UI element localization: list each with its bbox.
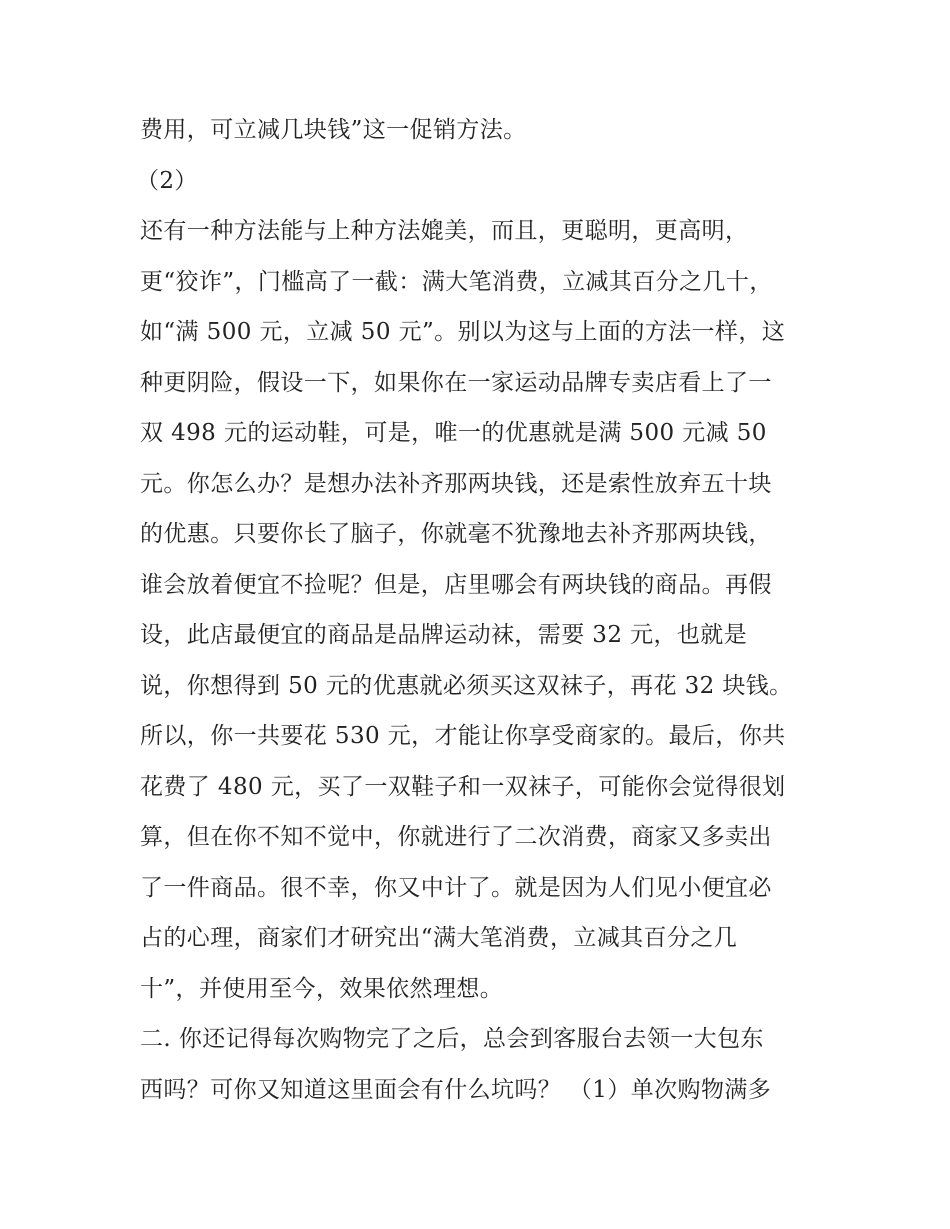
text-line: 所以，你一共要花 530 元，才能让你享受商家的。最后，你共 <box>140 723 786 749</box>
text-line: 算，但在你不知不觉中，你就进行了二次消费，商家又多卖出 <box>140 824 772 850</box>
text-line: 的优惠。只要你长了脑子，你就毫不犹豫地去补齐那两块钱， <box>140 521 772 547</box>
text-line: 说，你想得到 50 元的优惠就必须买这双袜子，再花 32 块钱。 <box>140 672 793 699</box>
text-line: 元。你怎么办？是想办法补齐那两块钱，还是索性放弃五十块 <box>140 470 772 497</box>
section-heading-line: 二. 你还记得每次购物完了之后，总会到客服台去领一大包东 <box>140 1026 764 1052</box>
text-line: 了一件商品。很不幸，你又中计了。就是因为人们见小便宜必 <box>140 874 772 901</box>
text-line: 西吗？可你又知道这里面会有什么坑吗？ （1）单次购物满多 <box>140 1076 772 1103</box>
section-marker: （2） <box>136 167 198 194</box>
text-line: 设，此店最便宜的商品是品牌运动袜，需要 32 元，也就是 <box>140 622 748 648</box>
text-line: 花费了 480 元，买了一双鞋子和一双袜子，可能你会觉得很划 <box>140 773 786 800</box>
text-line: 还有一种方法能与上种方法媲美，而且，更聪明，更高明， <box>140 218 749 244</box>
text-line: 十”，并使用至今，效果依然理想。 <box>140 975 504 1002</box>
document-body <box>136 105 830 1115</box>
text-line: 如“满 500 元，立减 50 元”。别以为这与上面的方法一样，这 <box>140 319 786 345</box>
text-line: 费用，可立减几块钱”这一促销方法。 <box>140 117 527 143</box>
text-line: 占的心理，商家们才研究出“满大笔消费，立减其百分之几 <box>140 925 738 951</box>
text-line: 更“狡诈”，门槛高了一截：满大笔消费，立减其百分之几十， <box>140 268 773 295</box>
text-line: 谁会放着便宜不捡呢？但是，店里哪会有两块钱的商品。再假 <box>140 571 772 598</box>
text-line: 双 498 元的运动鞋，可是，唯一的优惠就是满 500 元减 50 <box>140 420 767 446</box>
text-line: 种更阴险，假设一下，如果你在一家运动品牌专卖店看上了一 <box>140 369 772 396</box>
